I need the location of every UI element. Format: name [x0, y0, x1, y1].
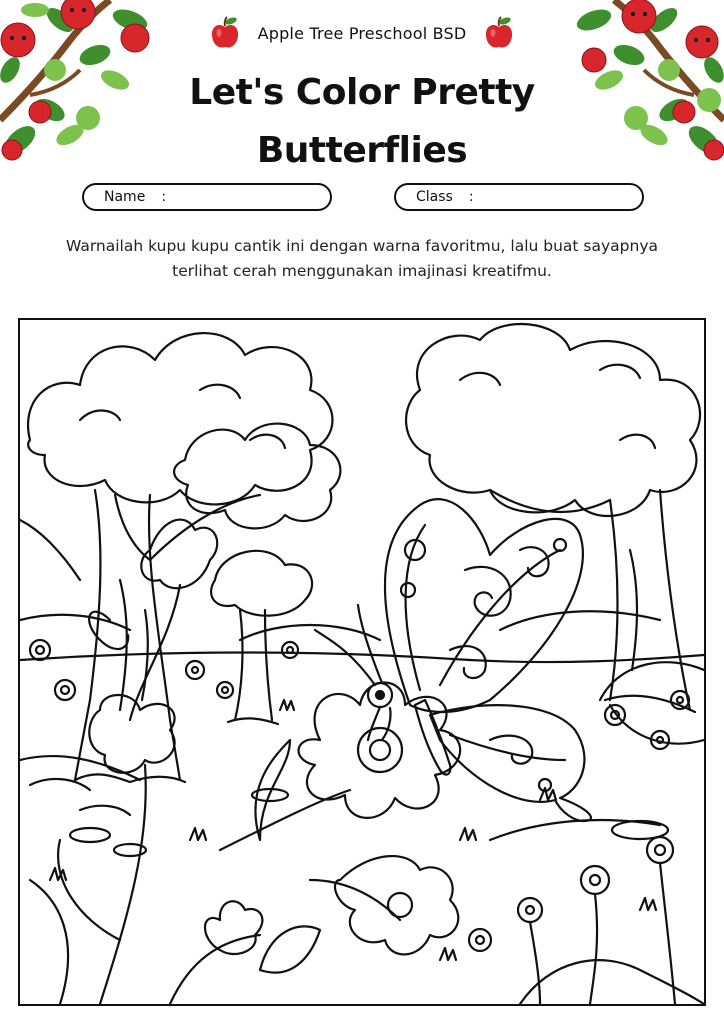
- instruction-text: Warnailah kupu kupu cantik ini dengan warna favoritmu, lalu buat sayapnya terlihat cerah menggunakan imajinasi kreatifmu.: [66, 237, 658, 280]
- left-tree: [20, 333, 333, 782]
- name-separator: :: [161, 189, 167, 205]
- school-name: Apple Tree Preschool BSD: [257, 23, 467, 43]
- coloring-area: [18, 318, 706, 1006]
- name-field[interactable]: [82, 183, 332, 211]
- class-field[interactable]: [394, 183, 644, 211]
- butterfly: [315, 499, 591, 821]
- butterfly-garden-illustration: [20, 320, 704, 1004]
- class-label: Class: [416, 189, 453, 205]
- page-title: Let's Color Pretty Butterflies: [189, 72, 535, 171]
- class-separator: :: [468, 189, 474, 205]
- large-flower: [299, 683, 461, 818]
- apple-icon: [210, 16, 240, 50]
- grass-tufts: [50, 700, 656, 960]
- name-label: Name: [104, 189, 146, 205]
- apple-icon: [484, 16, 514, 50]
- school-header: [0, 14, 724, 52]
